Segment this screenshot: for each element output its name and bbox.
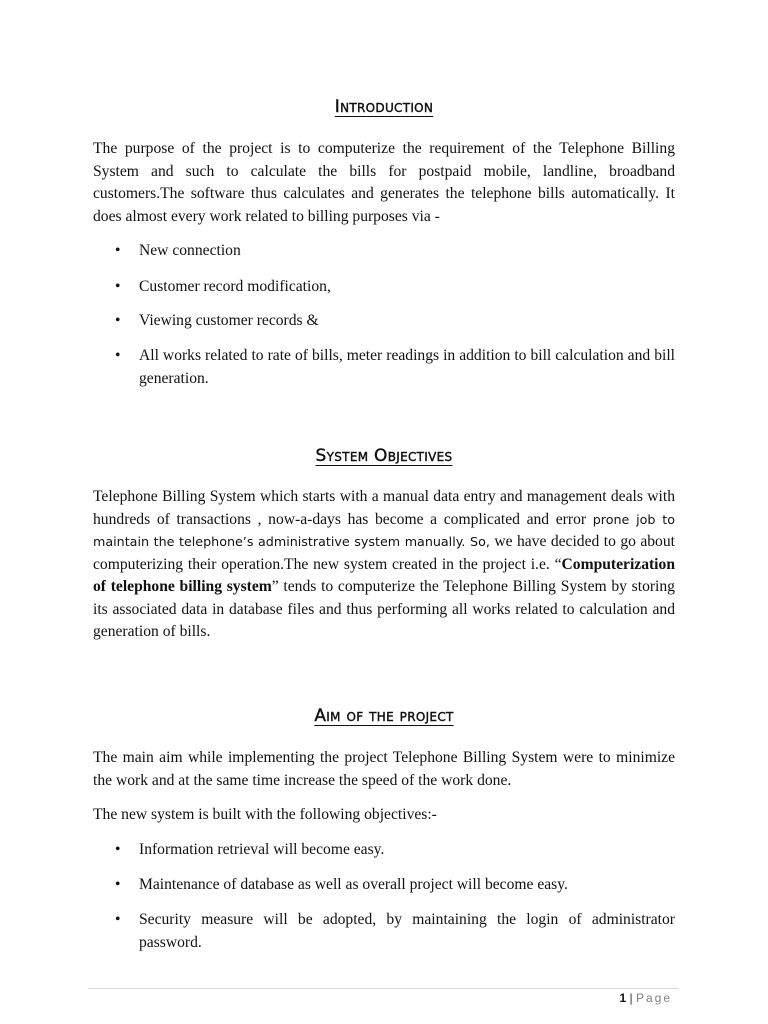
footer-divider — [88, 988, 678, 989]
list-item — [93, 240, 675, 263]
list-item-text: Customer record modification, — [139, 278, 331, 295]
list-item — [93, 874, 675, 897]
bullet-icon: • — [115, 278, 121, 295]
list-item-text: Viewing customer records & — [139, 312, 319, 329]
list-item — [93, 909, 675, 954]
list-item — [93, 310, 675, 333]
list-item-text: All works related to rate of bills, meter readings in addition to bill calculation and bill generation. — [139, 347, 675, 387]
bullet-icon: • — [115, 347, 121, 364]
list-item-text: Information retrieval will become easy. — [139, 841, 385, 858]
page-number: 1 — [619, 991, 627, 1005]
page-footer — [619, 991, 672, 1005]
footer-separator: | — [629, 991, 633, 1005]
list-item — [93, 276, 675, 299]
bullet-icon: • — [115, 841, 121, 858]
bullet-icon: • — [115, 242, 121, 259]
list-item-text: Security measure will be adopted, by maintaining the login of administrator password. — [139, 911, 675, 951]
system-objectives-paragraph — [93, 486, 675, 644]
list-item-text: Maintenance of database as well as overall project will become easy. — [139, 876, 568, 893]
aim-paragraph-1: The main aim while implementing the project Telephone Billing System were to minimize the work and at the same time increase the speed of the work done. — [93, 749, 675, 789]
bullet-icon: • — [115, 876, 121, 893]
project-title-bold: Computerization of telephone billing system — [93, 555, 675, 595]
list-item — [93, 345, 675, 390]
bullet-icon: • — [115, 312, 121, 329]
aim-paragraph-2: The new system is built with the following objectives:- — [93, 806, 437, 823]
paragraph-text: Telephone Billing System which starts with a manual data entry and management deals with hundreds of transactions , now-a-days has become a complicated and error — [93, 488, 675, 528]
bullet-icon: • — [115, 911, 121, 928]
system-objectives-heading: System Objectives — [315, 446, 453, 466]
paragraph-text: ” tends to computerize the Telephone Billing System by storing its associated data in database files and thus performing all works related to calculation and generation of bills. — [93, 578, 675, 640]
introduction-paragraph: The purpose of the project is to computerize the requirement of the Telephone Billing System and such to calculate the bills for postpaid mobile, landline, broadband customers.The software thus calculates and generates the telephone bills automatically. It does almost every work related to billing purposes via - — [93, 140, 675, 225]
list-item-text: New connection — [139, 242, 241, 259]
introduction-heading: Introduction — [334, 97, 434, 117]
page-label: Page — [635, 991, 672, 1005]
paragraph-text-sans: prone job to maintain the telephone’s administrative system manually. So, — [93, 511, 675, 549]
paragraph-text: we have decided to go about computerizing their operation.The new system created in the project i.e. “ — [93, 533, 675, 573]
aim-heading: Aim of the project — [314, 706, 454, 726]
list-item — [93, 839, 675, 862]
